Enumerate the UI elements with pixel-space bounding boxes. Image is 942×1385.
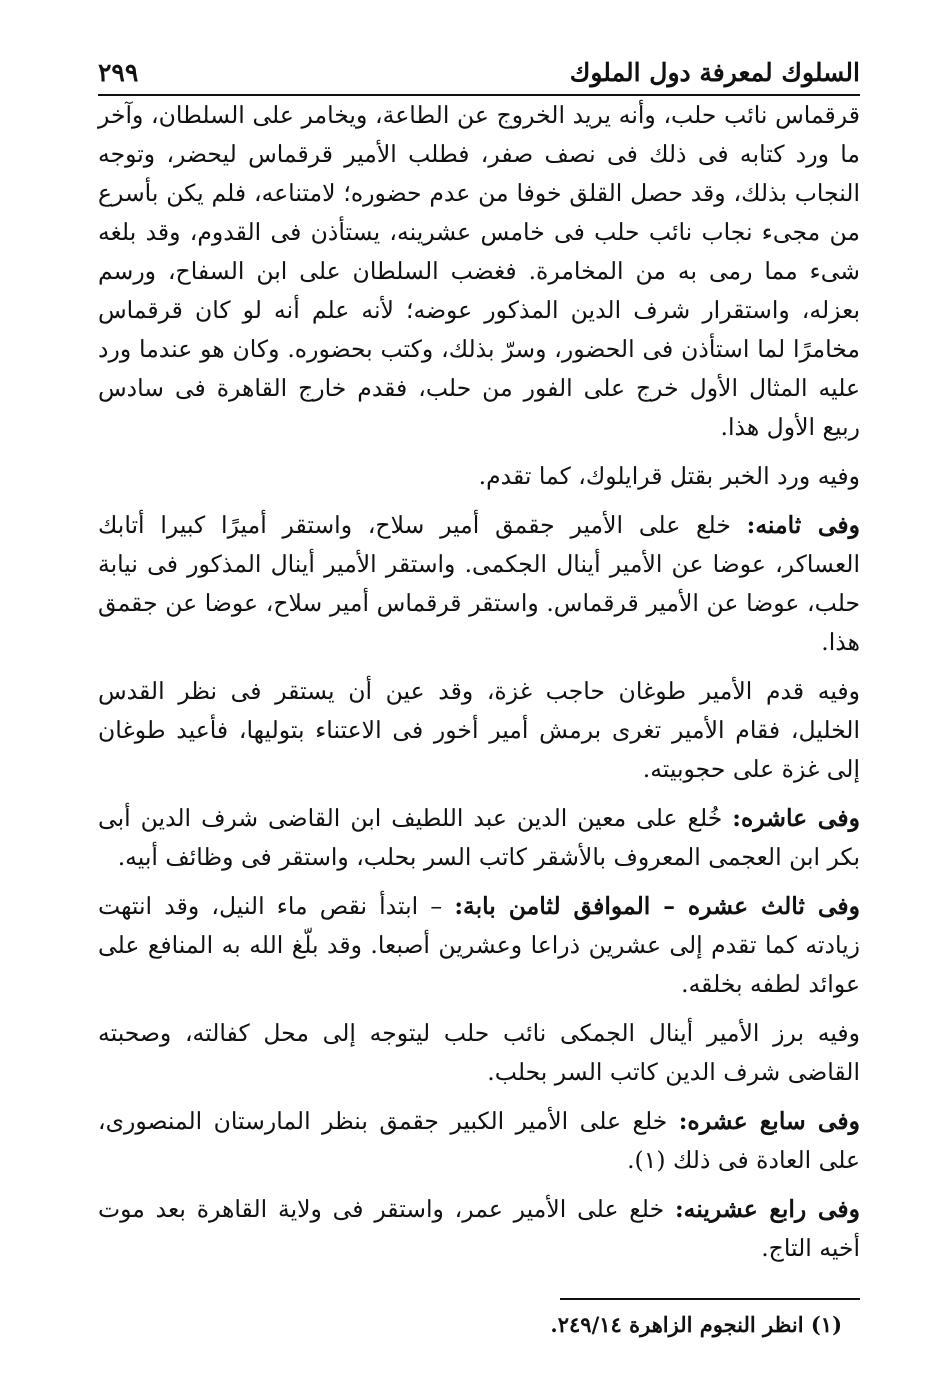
paragraph (98, 457, 860, 496)
footnote: (١) انظر النجوم الزاهرة ٢٤٩/١٤. (550, 1312, 842, 1337)
running-header (98, 50, 860, 96)
paragraph-lead: وفى سابع عشره: (678, 1107, 860, 1135)
paragraph-lead: وفى عاشره: (732, 804, 860, 832)
footnote-divider (560, 1298, 860, 1300)
paragraph-text: خلع على الأمير عمر، واستقر فى ولاية القاهرة بعد موت أخيه التاج. (98, 1195, 860, 1262)
paragraph-text: وفيه قدم الأمير طوغان حاجب غزة، وقد عين أن يستقر فى نظر القدس الخليل، فقام الأمير تغرى برمش أمير أخور فى الاعتناء بتوليها، فأعيد طوغان إلى غزة على حجوبيته. (98, 677, 860, 783)
paragraph-text: قرقماس نائب حلب، وأنه يريد الخروج عن الطاعة، ويخامر على السلطان، وآخر ما ورد كتابه فى ذلك فى نصف صفر، فطلب الأمير قرقماس ليحضر، وتوجه النجاب بذلك، وقد حصل القلق خوفا من عدم حضوره؛ لامتناعه، فلم يكن بأسرع من مجىء نجاب نائب حلب فى خامس عشرينه، يستأذن فى القدوم، وقد بلغه شىء مما رمى به من المخامرة. فغضب السلطان على ابن السفاح، ورسم بعزله، واستقرار شرف الدين المذكور عوضه؛ لأنه علم أنه لو كان قرقماس مخامرًا لما استأذن فى الحضور، وسرّ بذلك، وكتب بحضوره. وكان هو عندما ورد عليه المثال الأول خرج على الفور من حلب، فقدم خارج القاهرة فى سادس ربيع الأول هذا. (98, 101, 860, 441)
paragraph (98, 672, 860, 789)
paragraph-text: خلع على الأمير الكبير جقمق بنظر المارستان المنصورى، على العادة فى ذلك (١). (98, 1107, 860, 1174)
paragraph-text: وفيه برز الأمير أينال الجمكى نائب حلب ليتوجه إلى محل كفالته، وصحبته القاضى شرف الدين كاتب السر بحلب. (98, 1019, 860, 1086)
paragraph (98, 1102, 860, 1180)
paragraph (98, 799, 860, 877)
running-title: السلوك لمعرفة دول الملوك (569, 57, 860, 87)
paragraph (98, 887, 860, 1004)
paragraph (98, 1014, 860, 1092)
paragraph-text: – ابتدأ نقص ماء النيل، وقد انتهت زيادته كما تقدم إلى عشرين ذراعا وعشرين أصبعا. وقد بلّغ الله به المنافع على عوائد لطفه بخلقه. (98, 892, 860, 998)
paragraph-text: خُلع على معين الدين عبد اللطيف ابن القاضى شرف الدين أبى بكر ابن العجمى المعروف بالأشقر كاتب السر بحلب، واستقر فى وظائف أبيه. (98, 804, 860, 871)
paragraph-text: وفيه ورد الخبر بقتل قرايلوك، كما تقدم. (478, 462, 860, 490)
paragraph-lead: وفى رابع عشرينه: (674, 1195, 860, 1223)
paragraph (98, 1190, 860, 1268)
paragraph (98, 96, 860, 447)
paragraph (98, 506, 860, 662)
paragraph-lead: وفى ثالث عشره – الموافق لثامن بابة: (454, 892, 861, 920)
page-number: ٢٩٩ (98, 57, 139, 87)
paragraph-lead: وفى ثامنه: (746, 511, 860, 539)
body-text (98, 96, 860, 1278)
paragraph-text: خلع على الأمير جقمق أمير سلاح، واستقر أميرًا كبيرا أتابك العساكر، عوضا عن الأمير أينال الجكمى. واستقر الأمير أينال المذكور فى نيابة حلب، عوضا عن الأمير قرقماس. واستقر قرقماس أمير سلاح، عوضا عن جقمق هذا. (98, 511, 860, 656)
